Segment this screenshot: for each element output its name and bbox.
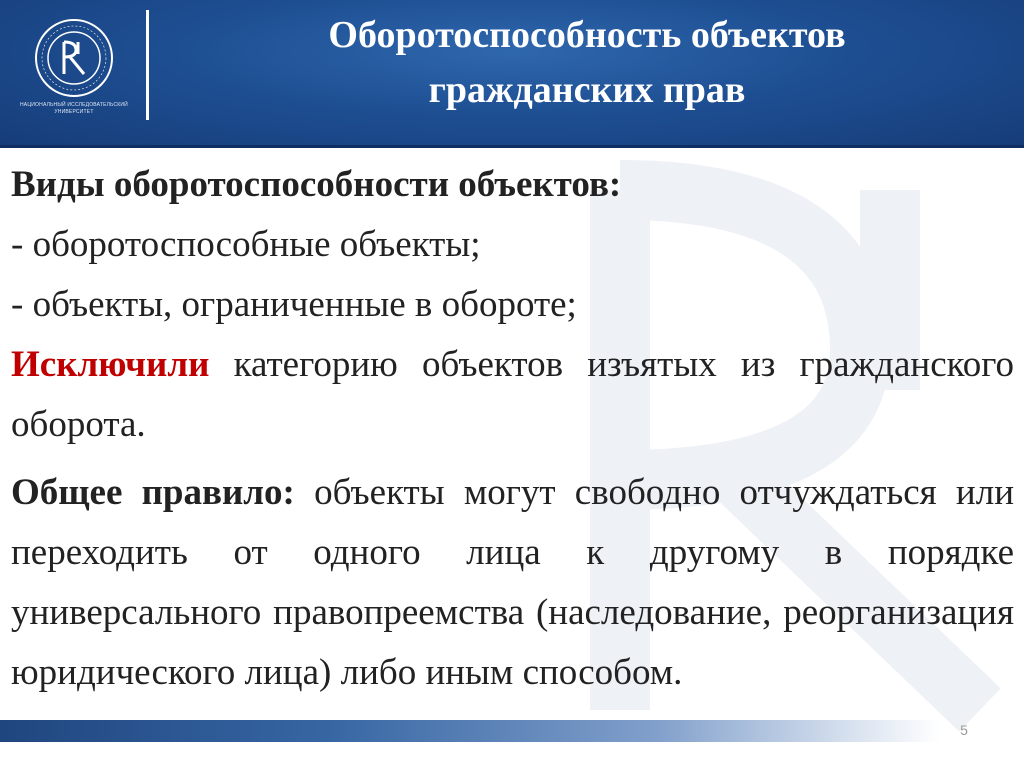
title-line-1: Оборотоспособность объектов (328, 14, 846, 56)
list-item: - оборотоспособные объекты; (11, 224, 481, 265)
title-line-2: гражданских прав (428, 69, 746, 111)
header-bottom-line (0, 145, 1024, 148)
excluded-paragraph (11, 335, 1014, 455)
slide-content (11, 155, 1014, 703)
header-band (0, 0, 1024, 148)
hse-university-logo-icon (14, 14, 134, 104)
rule-label: Общее правило: (11, 472, 295, 513)
logo-subtitle: НАЦИОНАЛЬНЫЙ ИССЛЕДОВАТЕЛЬСКИЙ УНИВЕРСИТЕТ (20, 102, 128, 115)
section-heading: Виды оборотоспособности объектов: (11, 164, 622, 205)
rule-text: объекты могут свободно отчуждаться или переходить от одного лица к другому в порядке универсального правопреемства (наследование, реорганизация юридического лица) либо иным способом. (11, 472, 1014, 693)
university-logo (14, 14, 134, 124)
header-divider (146, 10, 149, 120)
excluded-text: категорию объектов изъятых из гражданского оборота. (11, 344, 1014, 445)
slide-title (150, 8, 1024, 118)
page-number: 5 (960, 722, 968, 738)
excluded-label: Исключили (11, 344, 210, 385)
list-item: - объекты, ограниченные в обороте; (11, 284, 577, 325)
footer-stripe (0, 720, 940, 742)
rule-paragraph (11, 463, 1014, 703)
